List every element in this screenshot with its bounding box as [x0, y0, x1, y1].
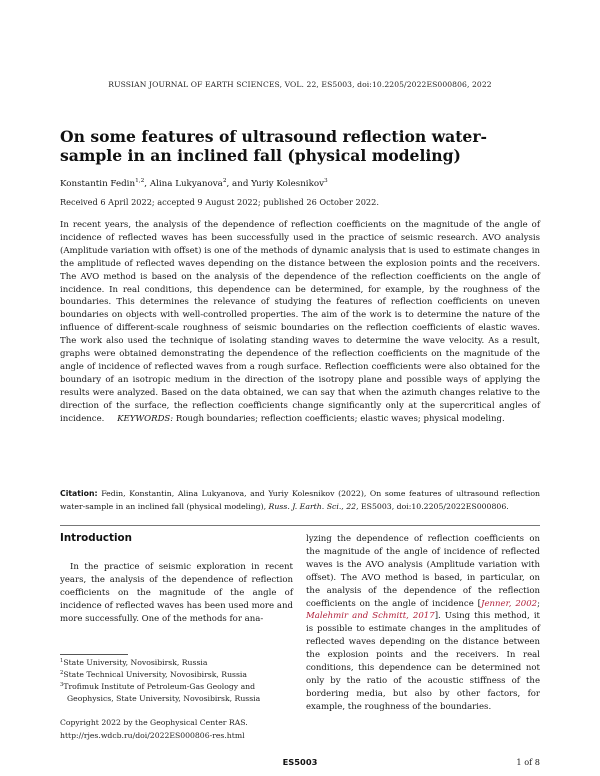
copyright-block [60, 716, 293, 742]
author-list [60, 178, 540, 189]
footnote-text: State Technical University, Novosibirsk, Russia [63, 670, 247, 680]
reference-link[interactable]: Jenner, 2002 [481, 598, 538, 609]
footnote [60, 668, 293, 680]
citation-text: Fedin, Konstantin, Alina Lukyanova, and Yuriy Kolesnikov (2022), On some features of ultrasound reflection water-sample in an inclined fall (physical modeling), [60, 489, 540, 511]
footnote-text: Trofimuk Institute of Petroleum-Gas Geology and Geophysics, State University, Novosibirsk, Russia [63, 682, 261, 703]
citation-label: Citation: [60, 489, 98, 498]
article-url[interactable]: http://rjes.wdcb.ru/doi/2022ES000806-res.html [60, 731, 245, 740]
keywords-text: Rough boundaries; reflection coefficients; elastic waves; physical modeling. [175, 413, 505, 424]
footnote-mark: 3 [60, 682, 64, 689]
author-affiliation-mark: 3 [323, 178, 328, 184]
footnote-divider [60, 654, 128, 655]
footnote [60, 680, 293, 703]
intro-paragraph-right [306, 533, 540, 714]
publication-dates: Received 6 April 2022; accepted 9 August 2022; published 26 October 2022. [60, 197, 379, 207]
abstract [60, 219, 540, 426]
footer-page-number: 1 of 8 [516, 757, 540, 767]
footnote-mark: 2 [60, 670, 64, 677]
citation-block [60, 488, 540, 513]
author-affiliation-mark: 2 [222, 178, 227, 184]
intro-text: ]. Using this method, it is possible to estimate changes in the amplitudes of reflected waves depending on the distance between the explosion points and the receivers. In real conditions, this dependence can be determined not only by the ratio of the acoustic stiffness of the bordering media, but also by other factors, for example, the roughness of the boundaries. [306, 611, 540, 712]
intro-paragraph-left: In the practice of seismic exploration in recent years, the analysis of the dependence of reflection coefficients on the magnitude of the angle of incidence of reflected waves has been used more and more successfully. One of the methods for ana- [60, 562, 293, 624]
author-name: Konstantin Fedin [60, 179, 136, 189]
article-title: On some features of ultrasound reflection water-sample in an inclined fall (physical modeling) [60, 127, 488, 165]
author-name: Alina Lukyanova [149, 179, 223, 189]
section-heading-introduction: Introduction [60, 532, 132, 544]
reference-separator: ; [537, 598, 540, 609]
keywords-label: KEYWORDS: [117, 413, 174, 424]
footnote-mark: 1 [60, 658, 64, 664]
copyright-line: Copyright 2022 by the Geophysical Center RAS. [60, 718, 248, 727]
footer-article-code: ES5003 [282, 757, 318, 767]
intro-text: lyzing the dependence of reflection coefficients on the magnitude of the angle of incidence of reflected waves is the AVO analysis (Amplitude variation with offset). The AVO method is based, in particular, on the analysis of the dependence of the reflection coefficients on the angle of incidence [ [306, 534, 540, 609]
footnote [60, 656, 293, 668]
section-divider [60, 525, 540, 526]
author-and: , and [226, 179, 252, 189]
abstract-text: In recent years, the analysis of the dependence of reflection coefficients on the magnitude of the angle of incidence of reflected waves has been successfully used in the practice of seismic research. AVO analysis (Amplitude variation with offset) is one of the methods of dynamic analysis that is used to estimate changes in the amplitude of reflected waves depending on the distance between the explosion points and the receivers. The AVO method is based on the analysis of the dependence of the reflection coefficients on the angle of incidence. In real conditions, this dependence can be determined, for example, by the roughness of the boundaries. This determines the relevance of studying the features of reflection coefficients on uneven boundaries on objects with well-controlled properties. The aim of the work is to determine the nature of the influence of different-scale roughness of seismic boundaries on the reflection coefficients of elastic waves. The work also used the technique of isolating standing waves to determine the wave velocity. As a result, graphs were obtained demonstrating the dependence of the reflection coefficients on the magnitude of the angle of incidence of reflected waves from a rough surface. Reflection coefficients were also obtained for the boundary of an isotropic medium in the direction of the isotropy plane and possible ways of applying the results were analyzed. Based on the data obtained, we can say that when the azimuth changes relative to the direction of the surface, the reflection coefficients change significantly only at the supercritical angles of incidence. [60, 220, 540, 424]
running-head: RUSSIAN JOURNAL OF EARTH SCIENCES, VOL. 22, ES5003, doi:10.2205/2022ES000806, 2022 [108, 80, 492, 89]
author-affiliation-mark: 1,2 [135, 178, 145, 184]
footnotes [60, 656, 293, 704]
footnote-text: State University, Novosibirsk, Russia [63, 658, 208, 667]
author-separator: , [144, 179, 150, 189]
author-name: Yuriy Kolesnikov [251, 179, 324, 189]
reference-link[interactable]: Malehmir and Schmitt, 2017 [306, 611, 435, 622]
citation-doi: ES5003, doi:10.2205/2022ES000806. [361, 501, 509, 511]
citation-journal: Russ. J. Earth. Sci., 22, [268, 501, 359, 511]
